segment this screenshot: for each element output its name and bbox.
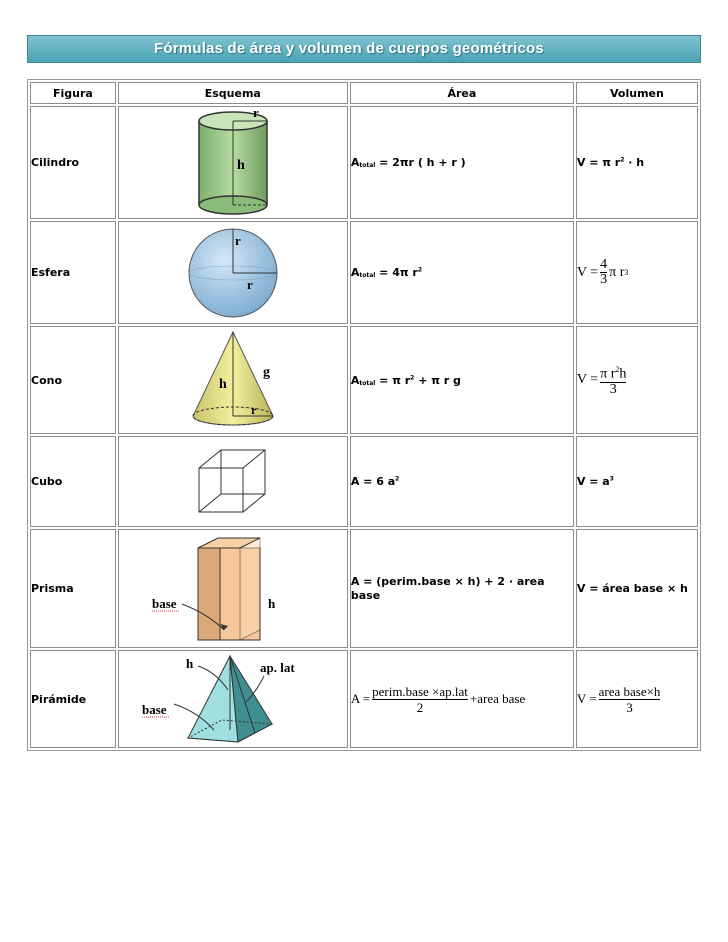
cube-diagram — [118, 436, 348, 527]
header-figura: Figura — [30, 82, 116, 104]
table-row — [30, 326, 698, 434]
table-row — [30, 529, 698, 648]
cone-diagram — [118, 326, 348, 434]
table-row — [30, 436, 698, 527]
row-name-cilindro: Cilindro — [30, 106, 116, 219]
row-name-cono: Cono — [30, 326, 116, 434]
header-area: Área — [350, 82, 574, 104]
cylinder-r-label: r — [252, 108, 259, 120]
sphere-r-label-top: r — [234, 232, 241, 248]
header-row — [30, 82, 698, 104]
cylinder-h-label: h — [236, 157, 245, 173]
prism-base-label: base — [151, 595, 177, 611]
page-title: Fórmulas de área y volumen de cuerpos geométricos — [154, 40, 544, 57]
table-row — [30, 106, 698, 219]
prism-h-label: h — [267, 595, 276, 611]
area-esfera: $A_{total} = 4\pi$ $r^2$ — [350, 221, 574, 324]
vol-piramide: V = area base×h 3 — [576, 650, 698, 748]
vol-esfera: V = $\frac{4}{3}$ π r 3 — [576, 221, 698, 324]
table-row — [30, 221, 698, 324]
prism-diagram — [118, 529, 348, 648]
cone-g-label: g — [262, 365, 270, 380]
row-name-esfera: Esfera — [30, 221, 116, 324]
cone-h-label: h — [218, 377, 227, 392]
vol-cilindro: V = π $r^2 \cdot h$ — [576, 106, 698, 219]
pyramid-diagram — [118, 650, 348, 748]
sphere-r-label-side: r — [246, 276, 253, 292]
vol-cubo: $V = a^3$ — [576, 436, 698, 527]
sphere-diagram — [118, 221, 348, 324]
area-cono: $A_{total} = \pi$ $r^2 + \pi$ r g — [350, 326, 574, 434]
area-cilindro: $A_{total} = 2\pi r$ ( h + r ) — [350, 106, 574, 219]
row-name-prisma: Prisma — [30, 529, 116, 648]
cylinder-diagram — [118, 106, 348, 219]
vol-cono: V = $\frac{\pi r^2h}{3}$ — [576, 326, 698, 434]
row-name-piramide: Pirámide — [30, 650, 116, 748]
title-bar — [27, 35, 701, 63]
area-piramide: A = perim.base ×ap.lat 2 +area base — [350, 650, 574, 748]
table-row — [30, 650, 698, 748]
area-cubo: A = 6 $a^2$ — [350, 436, 574, 527]
area-prisma: A = (perim.base × h) + 2 · area base — [350, 529, 574, 648]
pyramid-base-label: base — [141, 702, 167, 717]
pyramid-h-label: h — [185, 656, 194, 671]
header-esquema: Esquema — [118, 82, 348, 104]
vol-prisma: V = área base × h — [576, 529, 698, 648]
row-name-cubo: Cubo — [30, 436, 116, 527]
cone-r-label: r — [250, 403, 257, 417]
header-volumen: Volumen — [576, 82, 698, 104]
pyramid-aplat-label: ap. lat — [259, 660, 295, 675]
formula-table — [27, 79, 701, 751]
